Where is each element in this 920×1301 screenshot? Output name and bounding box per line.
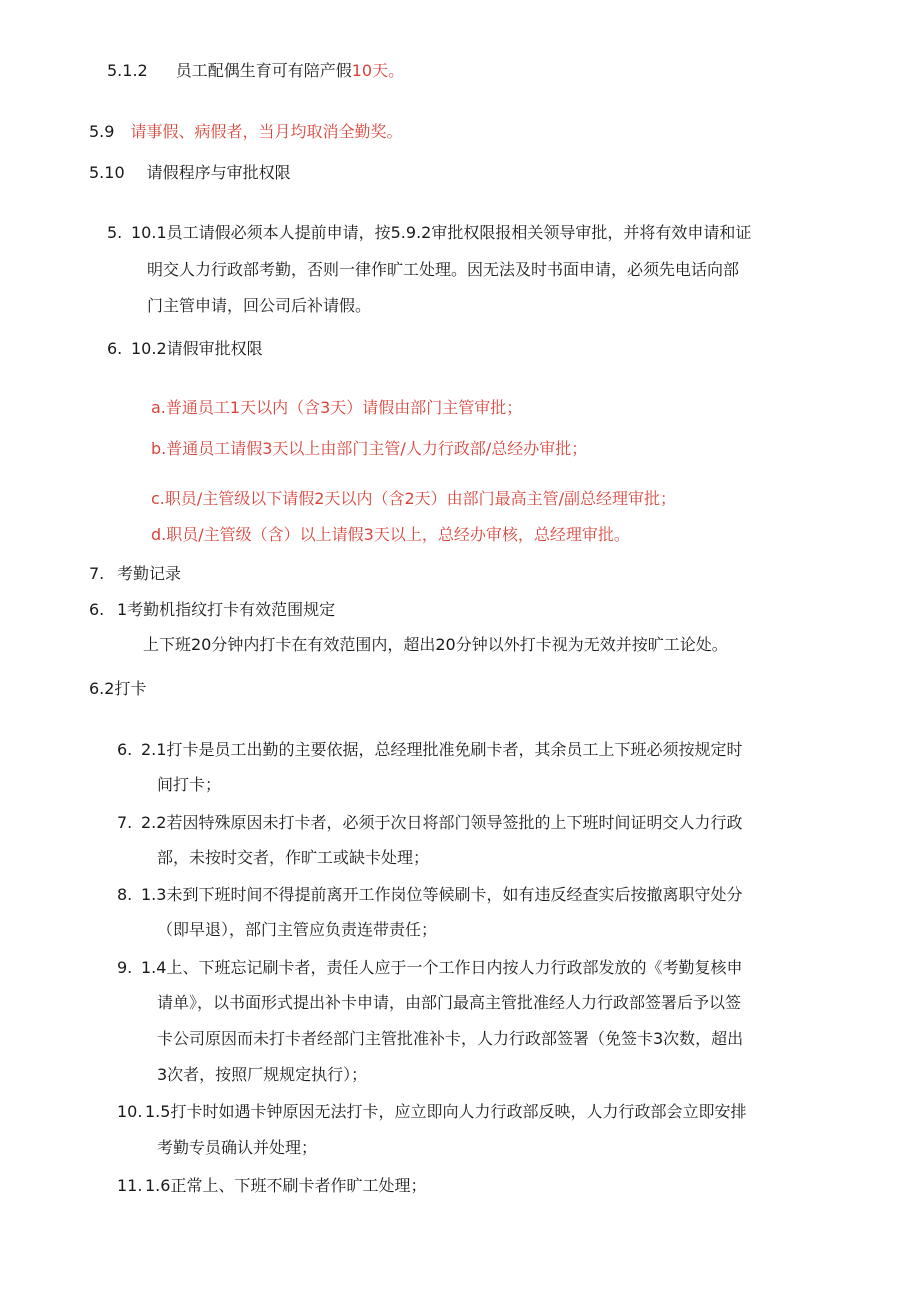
clause-text: 请假程序与审批权限 (146, 163, 291, 182)
approval-item: c.职员/主管级以下请假2天以内（含2天）由部门最高主管/副总经理审批； (151, 489, 677, 508)
clause-5-9 (89, 121, 402, 143)
approval-item: a.普通员工1天以内（含3天）请假由部门主管审批； (151, 398, 523, 417)
item-line: 请单》，以书面形式提出补卡申请，由部门最高主管批准经人力行政部签署后予以签 (157, 993, 742, 1012)
item-line: 2.1打卡是员工出勤的主要依据，总经理批准免刷卡者，其余员工上下班必须按规定时 (141, 740, 743, 759)
clause-heading: 10.2请假审批权限 (131, 339, 263, 358)
item-line: 卡公司原因而未打卡者经部门主管批准补卡，人力行政部签署（免签卡3次数，超出 (157, 1029, 744, 1048)
section-title: 考勤记录 (117, 564, 182, 583)
item-line: 1.3未到下班时间不得提前离开工作岗位等候刷卡，如有违反经查实后按撤离职守处分 (141, 885, 743, 904)
clause-text: 请事假、病假者，当月均取消全勤奖。 (130, 122, 403, 141)
item-line: （即早退），部门主管应负责连带责任； (157, 920, 438, 939)
item-number: 11. (117, 1176, 143, 1195)
section-title: 6.2打卡 (89, 679, 147, 698)
clause-number: 5.10 (89, 163, 125, 182)
section-title: 1考勤机指纹打卡有效范围规定 (117, 600, 336, 619)
item-line: 1.5打卡时如遇卡钟原因无法打卡，应立即向人力行政部反映，人力行政部会立即安排 (145, 1102, 747, 1121)
section-number: 7. (89, 564, 105, 583)
item-line: 间打卡； (157, 775, 222, 794)
clause-5-1-2 (107, 60, 404, 82)
clause-number: 6. (107, 339, 123, 358)
clause-text: 员工配偶生育可有陪产假 (175, 61, 352, 80)
clause-5-10 (89, 162, 291, 184)
item-number: 10. (117, 1102, 143, 1121)
item-number: 9. (117, 958, 133, 977)
clause-number: 5.9 (89, 122, 115, 141)
clause-highlight: 10天。 (351, 61, 405, 80)
item-line: 3次者，按照厂规规定执行）； (157, 1065, 368, 1084)
item-number: 6. (117, 740, 133, 759)
item-number: 7. (117, 813, 133, 832)
approval-item: d.职员/主管级（含）以上请假3天以上，总经办审核，总经理审批。 (151, 525, 630, 544)
clause-number: 5.1.2 (107, 61, 148, 80)
clause-line: 门主管申请，回公司后补请假。 (147, 296, 372, 315)
clause-line: 10.1员工请假必须本人提前申请，按5.9.2审批权限报相关领导审批，并将有效申请和证 (131, 223, 752, 242)
paragraph: 上下班20分钟内打卡在有效范围内，超出20分钟以外打卡视为无效并按旷工论处。 (143, 635, 728, 654)
item-line: 2.2若因特殊原因未打卡者，必须于次日将部门领导签批的上下班时间证明交人力行政 (141, 813, 743, 832)
clause-line: 明交人力行政部考勤，否则一律作旷工处理。因无法及时书面申请，必须先电话向部 (147, 260, 740, 279)
item-line: 1.4上、下班忘记刷卡者，责任人应于一个工作日内按人力行政部发放的《考勤复核申 (141, 958, 743, 977)
item-line: 部，未按时交者，作旷工或缺卡处理； (157, 848, 430, 867)
item-line: 1.6正常上、下班不刷卡者作旷工处理； (145, 1176, 427, 1195)
item-number: 8. (117, 885, 133, 904)
section-number: 6. (89, 600, 105, 619)
approval-item: b.普通员工请假3天以上由部门主管/人力行政部/总经办审批； (151, 439, 588, 458)
clause-number: 5. (107, 223, 123, 242)
item-line: 考勤专员确认并处理； (157, 1138, 318, 1157)
